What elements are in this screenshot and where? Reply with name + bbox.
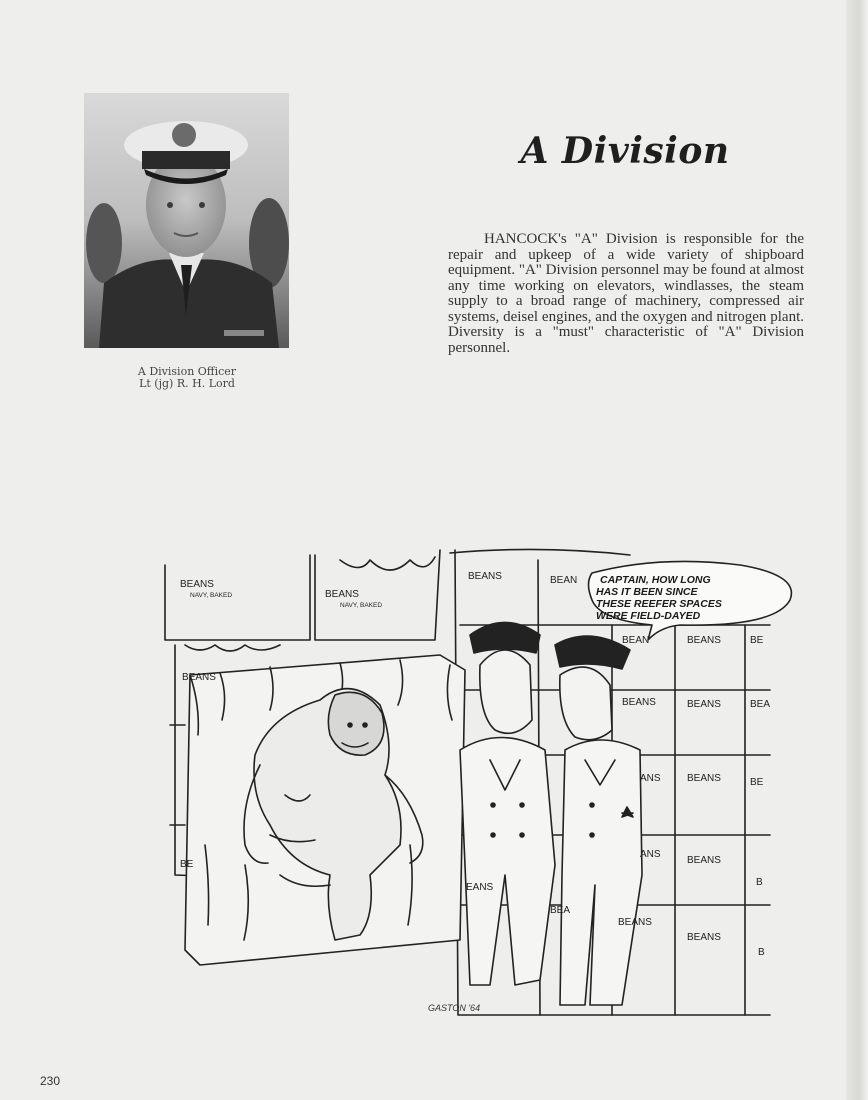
division-description: HANCOCK's "A" Division is responsible for the repair and upkeep of a wide variety of shipboard equipment. "A" Division personnel may be found at almost any time working on elevators, windlasses, the steam supply to a broad range of machinery, compressed air systems, deisel engines, and the oxygen and nitrogen plant. Diversity is a "must" characteristic of "A" Division personnel. <box>448 231 804 356</box>
speech-line-1: CAPTAIN, HOW LONG <box>600 574 711 586</box>
officer-portrait-photo <box>84 93 289 348</box>
box-label-bean-partial: BEAN <box>550 575 578 586</box>
box-label-beans-11: BEANS <box>687 932 721 943</box>
caption-line-2: Lt (jg) R. H. Lord <box>139 377 235 390</box>
box-label-beans-6: BEANS <box>622 697 656 708</box>
box-label-be-3: BE <box>180 859 194 870</box>
box-label-b-1: B <box>756 877 763 888</box>
box-label-be-2: BE <box>750 777 764 788</box>
page-number: 230 <box>40 1074 61 1088</box>
page-edge-shadow <box>846 0 868 1100</box>
page-title: A Division <box>520 130 730 172</box>
box-label-ans-1: ANS <box>640 773 661 784</box>
box-label-b-2: B <box>758 947 765 958</box>
box-label-ans-2: ANS <box>640 849 661 860</box>
artist-signature: GASTON '64 <box>428 1003 481 1013</box>
box-label-bea-2: BEA <box>550 905 571 916</box>
box-label-bean-partial-2: BEAN <box>622 635 650 646</box>
caption-line-1: A Division Officer <box>137 365 237 378</box>
box-sublabel-2: NAVY, BAKED <box>340 602 383 609</box>
box-label-beans-9: BEANS <box>687 855 721 866</box>
box-label-beans-10: BEANS <box>618 917 652 928</box>
speech-line-4: WERE FIELD-DAYED <box>596 610 701 622</box>
box-label-be-1: BE <box>750 635 764 646</box>
box-label-beans-3: BEANS <box>468 571 502 582</box>
box-label-beans-8: BEANS <box>687 773 721 784</box>
speech-line-2: HAS IT BEEN SINCE <box>596 586 698 598</box>
box-label-beans-1: BEANS <box>180 579 214 590</box>
photo-caption <box>112 366 262 390</box>
box-label-beans-4: BEANS <box>182 672 216 683</box>
box-label-beans-7: BEANS <box>687 699 721 710</box>
box-sublabel-1: NAVY, BAKED <box>190 592 233 599</box>
box-label-beans-2: BEANS <box>325 589 359 600</box>
box-label-bea-1: BEA <box>750 699 771 710</box>
cartoon-illustration <box>160 545 800 1045</box>
box-label-eans-1: EANS <box>466 882 494 893</box>
box-label-beans-5: BEANS <box>687 635 721 646</box>
speech-line-3: THESE REEFER SPACES <box>596 598 722 610</box>
